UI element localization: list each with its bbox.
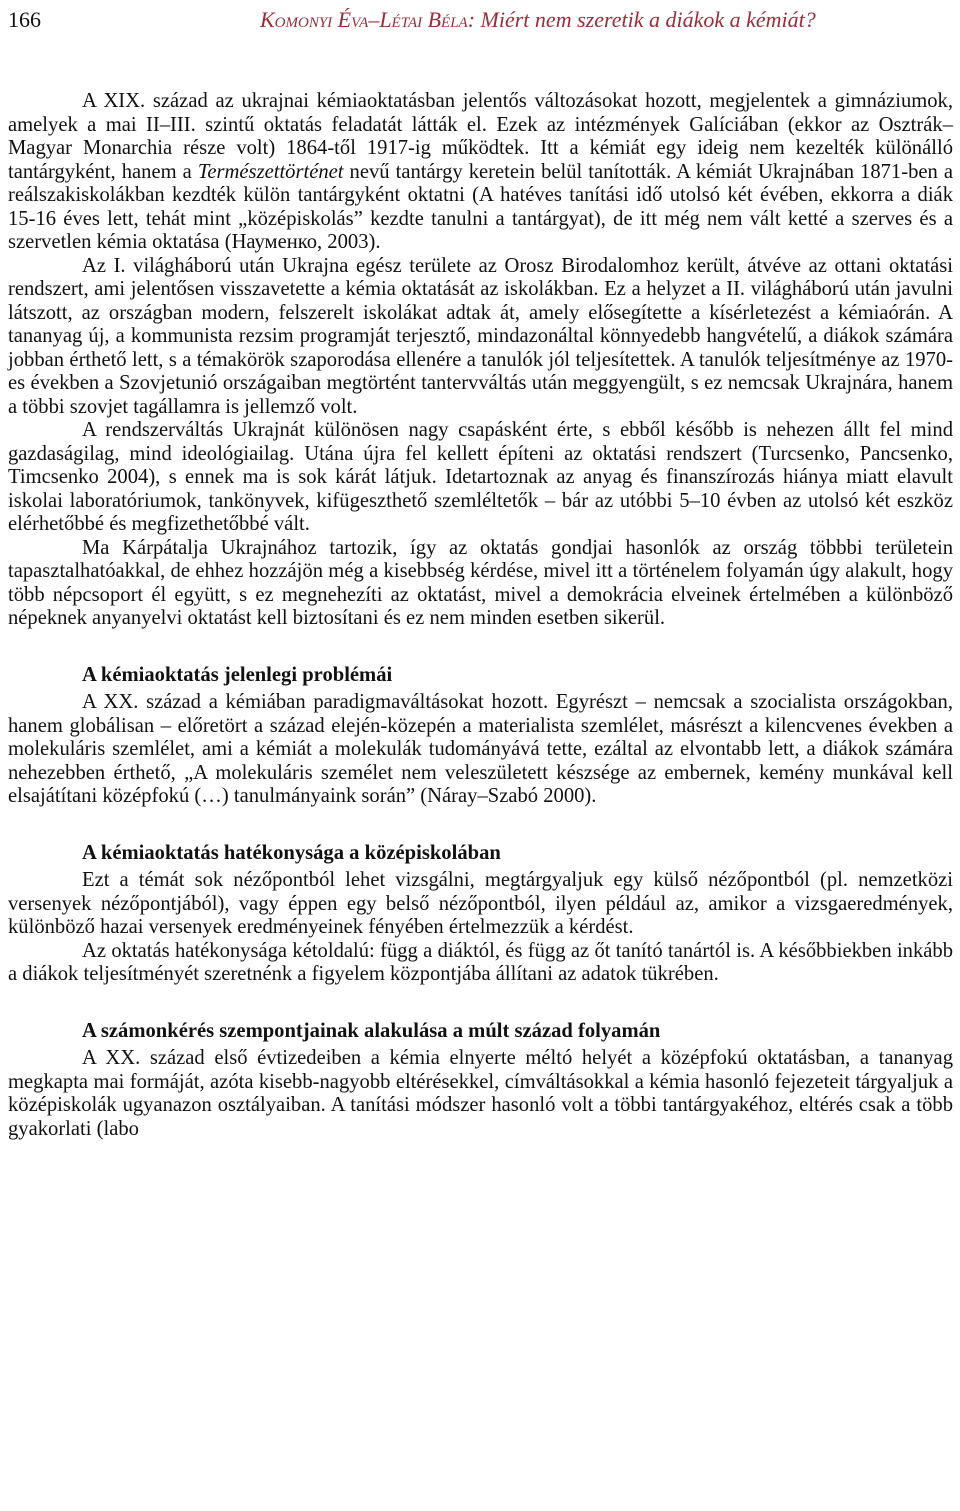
italic-term: Természettörténet [197,160,344,183]
paragraph: A XX. század a kémiában paradigmaváltásokat hozott. Egyrészt – nemcsak a szocialista országokban, hanem globálisan – előretört a század elején-közepén a materialista szemlélet, másrészt a kilencvenes években a molekuláris szemlélet, ami a kémiát a molekulák tudományává tette, ezáltal az elvontabb lett, a diákok számára nehezebben érthető, „A molekuláris személet nem veleszületett készsége az embernek, kemény munkával kell elsajátítani középfokú (…) tanulmányaink során” (Náray–Szabó 2000). [8,691,953,807]
section-heading: A kémiaoktatás jelenlegi problémái [82,663,393,686]
paragraph-text: nevű tantárgy keretein belül tanították. A kémiát Ukrajnában 1871-ben a reálszakiskolákban kezdték külön tantárgyként oktatni (A hatéves tanítási idő utolsó két évében, ekkorra a diák 15-16 éves lett, tehát mint „középiskolás” kezdte tanulni a tantárgyat), de itt még nem vált ketté a szerves és a szervetlen kémia oktatása (Науменко, 2003). [8,160,953,253]
paragraph: Ezt a témát sok nézőpontból lehet vizsgálni, megtárgyaljuk egy külső nézőpontból (pl. nemzetközi versenyek nézőpontjából), vagy éppen egy belső nézőpontból, ilyen például az, amikor a vizsgaeredmények, különböző hazai versenyek eredményeinek fényében értelmezzük a kérdést. [8,869,953,938]
running-title-text: Miért nem szeretik a diákok a kémiát? [480,7,816,32]
running-title [260,4,816,36]
page-number: 166 [8,7,41,32]
article-body [8,90,953,1141]
paragraph: Az I. világháború után Ukrajna egész területe az Orosz Birodalomhoz került, átvéve az ottani oktatási rendszert, ami jelentősen visszavetette a kémia oktatását az iskolákban. Ez a helyzet a II. világháború után javulni látszott, az országban modern, felszerelt iskolákat adtak át, amely elősegítette a kísérletezést a kémiaórán. A tananyag új, a kommunista rezsim programját terjesztő, mindazonáltal könnyedebb hangvételű, a diákok számára jobban érthető lett, s a témakörök szaporodása ellenére a tanulók jól teljesítettek. A tanulók teljesítménye az 1970-es években a Szovjetunió országaiban megtörtént tantervváltás után meggyengült, s ez nemcsak Ukrajnára, hanem a többi szovjet tagállamra is jellemző volt. [8,254,953,418]
paragraph: Ma Kárpátalja Ukrajnához tartozik, így az oktatás gondjai hasonlók az ország többbi területein tapasztalhatóakkal, de ehhez hozzájön még a kisebbség kérdése, mivel itt a történelem folyamán úgy alakult, hogy több népcsoport él együtt, s ez megnehezíti az oktatást, mivel a demokrácia elveinek értelmében a különböző népeknek anyanyelvi oktatást kell biztosítani és ez nem minden esetben sikerül. [8,536,953,629]
paragraph [8,90,953,255]
paragraph: A rendszerváltás Ukrajnát különösen nagy csapásként érte, s ebből később is nehezen állt fel mind gazdaságilag, mind ideológiailag. Utána újra fel kellett építeni az oktatási rendszert (Turcsenko, Pancsenko, Timcsenko 2004), s ennek ma is sok kárát látjuk. Idetartoznak az anyag és finanszírozás hiánya miatt elavult iskolai laboratóriumok, tankönyvek, kifügeszthető szemléltetők – bár az utóbbi 5–10 évben az utolsó két eszköz elérhetőbbé és megfizethetőbbé vált. [8,419,953,535]
paragraph-text: A XIX. század az ukrajnai kémiaoktatásban jelentős változásokat hozott, megjelentek a gimnáziumok, amelyek a mai II–III. szintű oktatás feladatát látták el. Ezek az intézmények Galíciában (ekkor az Osztrák–Magyar Monarchia része volt) 1864-től 1917-ig működtek. Itt a kémiát egy ideig nem kezelték különálló tantárgyként, hanem a [8,90,953,183]
paragraph: Az oktatás hatékonysága kétoldalú: függ a diáktól, és függ az őt tanító tanártól is. A későbbiekben inkább a diákok teljesítményét szeretnénk a figyelem központjába állítani az adatok tükrében. [8,939,953,985]
running-header [8,4,948,36]
section-heading: A kémiaoktatás hatékonysága a középiskolában [82,841,501,864]
section-heading: A számonkérés szempontjainak alakulása a múlt század folyamán [82,1019,661,1042]
paragraph: A XX. század első évtizedeiben a kémia elnyerte méltó helyét a középfokú oktatásban, a tananyag megkapta mai formáját, azóta kisebb-nagyobb eltérésekkel, címváltásokkal a kémia hasonló fejezeteit tárgyaljuk a középiskolák ugyanazon osztályaiban. A tanítási módszer hasonló volt a többi tantárgyakéhoz, eltérés csak a több gyakorlati (labo [8,1047,953,1140]
running-title-authors: Komonyi Éva–Létai Béla: [260,7,476,32]
